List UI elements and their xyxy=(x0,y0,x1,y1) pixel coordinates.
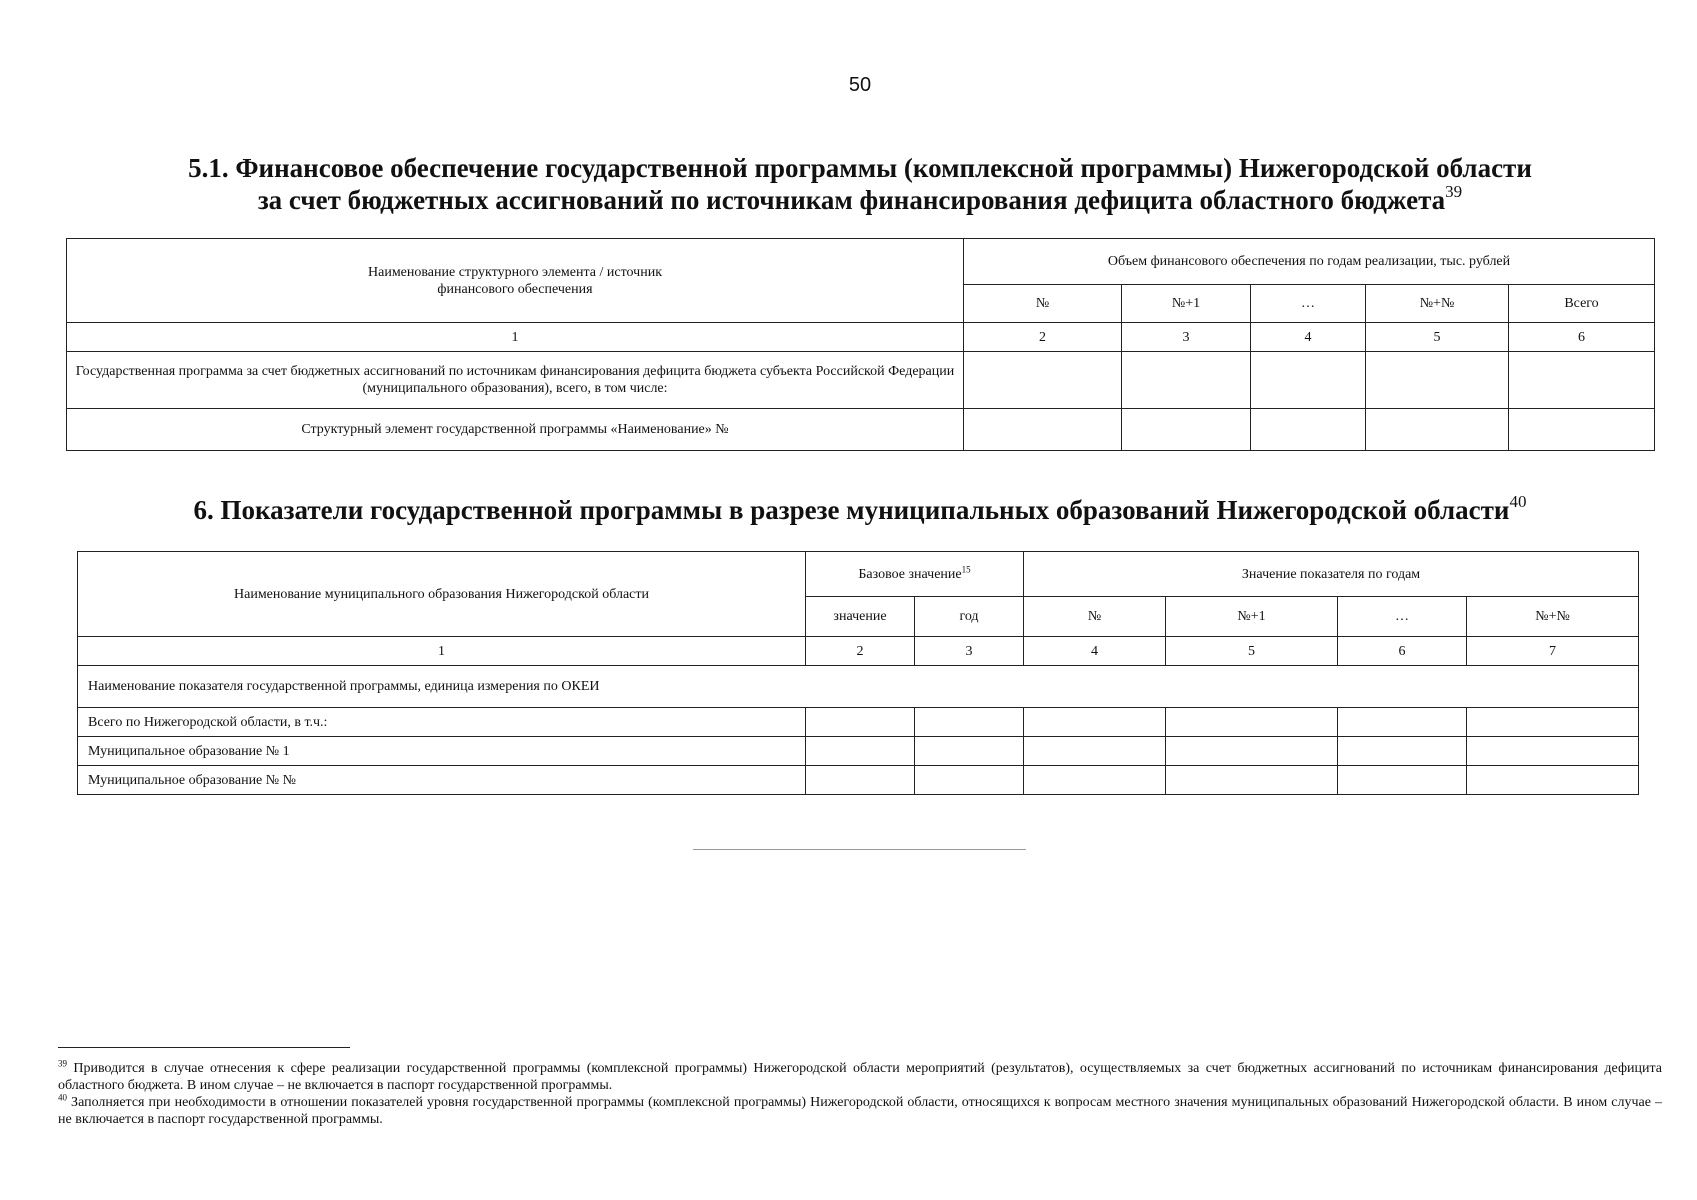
table-row xyxy=(67,409,1655,451)
base-value-header: Базовое значение$^{15}$ xyxy=(806,552,1024,597)
table-cell xyxy=(1366,352,1509,409)
col-name-header: Наименование муниципального образования Нижегородской области xyxy=(78,552,806,637)
year-header: №+1 xyxy=(1122,285,1251,323)
section1-title-line1: 5.1. Финансовое обеспечение государственной программы (комплексной программы) Нижегородской области xyxy=(188,153,1532,183)
col-number: 6 xyxy=(1338,637,1467,666)
base-value-footnote-mark: 15 xyxy=(961,563,971,574)
year-header: № xyxy=(1024,597,1166,637)
row-label: Муниципальное образование № 1 xyxy=(78,737,806,766)
base-year-subheader: год xyxy=(915,597,1024,637)
col-number: 2 xyxy=(964,323,1122,352)
base-value-subheader: значение xyxy=(806,597,915,637)
table-cell xyxy=(1166,737,1338,766)
year-header: … xyxy=(1338,597,1467,637)
table-row xyxy=(78,766,1639,795)
table-cell xyxy=(1024,708,1166,737)
years-header: Значение показателя по годам xyxy=(1024,552,1639,597)
section1-title-line2: за счет бюджетных ассигнований по источникам финансирования дефицита областного бюджета$^{39}$ xyxy=(257,182,1463,215)
table-cell xyxy=(806,766,915,795)
year-header: №+№ xyxy=(1467,597,1639,637)
table-cell xyxy=(1366,409,1509,451)
col-number: 4 xyxy=(1251,323,1366,352)
indicators-table xyxy=(77,551,1639,795)
row-label: Муниципальное образование № № xyxy=(78,766,806,795)
table-cell xyxy=(1509,409,1655,451)
col-number: 3 xyxy=(1122,323,1251,352)
row-label: Структурный элемент государственной программы «Наименование» № xyxy=(67,409,964,451)
table-row xyxy=(78,666,1639,708)
year-header: … xyxy=(1251,285,1366,323)
table-cell xyxy=(1122,352,1251,409)
col-number: 3 xyxy=(915,637,1024,666)
table-cell xyxy=(915,766,1024,795)
table-cell xyxy=(1122,409,1251,451)
table-cell xyxy=(1467,708,1639,737)
section2-title-footnote-mark: 40 xyxy=(1509,492,1527,511)
table-cell xyxy=(964,352,1122,409)
section1-title xyxy=(0,152,1697,216)
col-number: 5 xyxy=(1166,637,1338,666)
col-number: 1 xyxy=(78,637,806,666)
col-number: 5 xyxy=(1366,323,1509,352)
table-cell xyxy=(1338,708,1467,737)
table-cell xyxy=(1509,352,1655,409)
table-cell xyxy=(1251,352,1366,409)
table-cell xyxy=(1251,409,1366,451)
col-number: 6 xyxy=(1509,323,1655,352)
col-name-header: Наименование структурного элемента / источник финансового обеспечения xyxy=(67,239,964,323)
table-cell xyxy=(806,708,915,737)
year-header: №+1 xyxy=(1166,597,1338,637)
col-number: 4 xyxy=(1024,637,1166,666)
col-number: 2 xyxy=(806,637,915,666)
footnote: $^{40}$ Заполняется при необходимости в отношении показателей уровня государственной программы (комплексной программы) Нижегородской области, относящихся к вопросам местного значения муниципальных образований Нижегородской области. В ином случае – не включается в паспорт государственной программы. xyxy=(58,1092,1662,1127)
row-label: Государственная программа за счет бюджетных ассигнований по источникам финансирования дефицита бюджета субъекта Российской Федерации (муниципального образования), всего, в том числе: xyxy=(67,352,964,409)
volume-header: Объем финансового обеспечения по годам реализации, тыс. рублей xyxy=(964,239,1655,285)
footnote-mark: 39 xyxy=(58,1058,67,1069)
footnote-mark: 40 xyxy=(58,1092,67,1103)
financing-table xyxy=(66,238,1655,451)
table-cell xyxy=(1467,766,1639,795)
row-label: Всего по Нижегородской области, в т.ч.: xyxy=(78,708,806,737)
total-header: Всего xyxy=(1509,285,1655,323)
table-cell xyxy=(915,708,1024,737)
table-cell xyxy=(915,737,1024,766)
table-cell xyxy=(964,409,1122,451)
table-row xyxy=(67,352,1655,409)
table-cell xyxy=(1166,708,1338,737)
footnote-separator xyxy=(58,1047,350,1048)
year-header: № xyxy=(964,285,1122,323)
table-cell xyxy=(1024,737,1166,766)
table-cell xyxy=(1338,766,1467,795)
content-separator xyxy=(693,849,1026,850)
table-cell xyxy=(806,737,915,766)
section2-title: 6. Показатели государственной программы в разрезе муниципальных образований Нижегородской области$^{40}$ xyxy=(193,492,1527,525)
page-number: 50 xyxy=(848,74,872,96)
table-row xyxy=(78,708,1639,737)
table-cell xyxy=(1024,766,1166,795)
col-number: 7 xyxy=(1467,637,1639,666)
indicator-row: Наименование показателя государственной программы, единица измерения по ОКЕИ xyxy=(78,666,1639,708)
footnotes xyxy=(58,1060,1662,1128)
table-cell xyxy=(1338,737,1467,766)
section1-title-footnote-mark: 39 xyxy=(1445,182,1463,201)
year-header: №+№ xyxy=(1366,285,1509,323)
table-row xyxy=(78,737,1639,766)
table-cell xyxy=(1467,737,1639,766)
footnote: $^{39}$ Приводится в случае отнесения к сфере реализации государственной программы (комплексной программы) Нижегородской области мероприятий (результатов), осуществляемых за счет бюджетных ассигнований по источникам финансирования дефицита областного бюджета. В ином случае – не включается в паспорт государственной программы. xyxy=(58,1058,1662,1093)
col-number: 1 xyxy=(67,323,964,352)
table-cell xyxy=(1166,766,1338,795)
